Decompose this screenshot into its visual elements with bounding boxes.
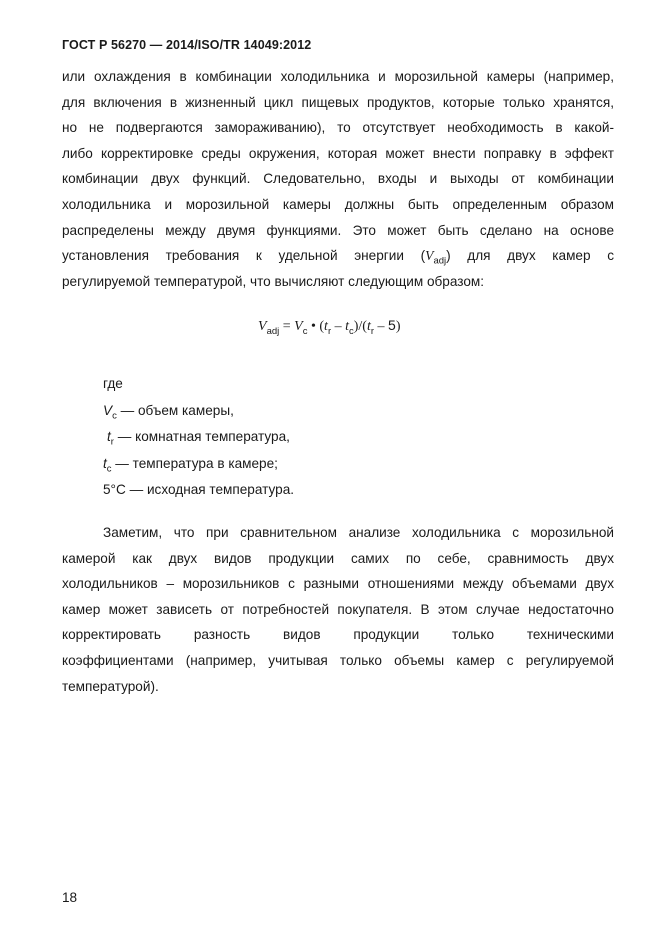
paragraph-1-line-vadj (62, 243, 614, 269)
paragraph-1-line: распределены между двумя функциями. Это может быть сделано на основе (62, 222, 614, 238)
definitions-where: где (103, 376, 123, 391)
paragraph-2-line: температурой). (62, 678, 159, 694)
definition-item: $V_c$ — объем камеры, (103, 402, 234, 422)
paragraph-1-line: регулируемой температурой, что вычисляют следующим образом: (62, 273, 485, 289)
page-number: 18 (62, 890, 78, 905)
paragraph-1-line: но не подвергаются замораживанию), то отсутствует необходимость в какой- (62, 120, 614, 136)
paragraph-1-line: либо корректировке среды окружения, которая может внести поправку в эффект (62, 145, 614, 161)
definitions (103, 371, 294, 504)
paragraph-2-line: камер может зависеть от потребностей покупателя. В этом случае недостаточно (62, 601, 614, 617)
paragraph-2-line: камерой как двух видов продукции самих по себе, сравнимость двух (62, 550, 614, 566)
line-text-before: установления требования к удельной энергии ( (62, 248, 426, 264)
paragraph-2-line: корректировать разность видов продукции только техническими (62, 627, 614, 643)
line-text-after: ) для двух камер с (446, 248, 614, 264)
paragraph-1 (62, 64, 614, 294)
paragraph-2-line: Заметим, что при сравнительном анализе холодильника с морозильной (103, 525, 614, 540)
document-header: ГОСТ Р 56270 — 2014/ISO/TR 14049:2012 (62, 38, 312, 52)
definition-item: $t_r$ — комнатная температура, (107, 429, 290, 448)
paragraph-1-line: холодильника и морозильной камеры должны быть определенным образом (62, 196, 614, 212)
definition-item: 5°С — исходная температура. (103, 482, 295, 498)
definition-item: $t_c$ — температура в камере; (103, 455, 278, 475)
paragraph-2-line: холодильников – морозильников с разными отношениями между объемами двух (62, 576, 614, 592)
paragraph-1-line: или охлаждения в комбинации холодильника и морозильной камеры (например, (62, 69, 614, 84)
paragraph-1-line: комбинации двух функций. Следовательно, входы и выходы от комбинации (62, 171, 614, 187)
paragraph-2 (62, 520, 614, 699)
vadj-symbol: $V_{adj}$ (425, 248, 447, 267)
paragraph-2-line: коэффициентами (например, учитывая только объемы камер с регулируемой (62, 652, 614, 668)
paragraph-1-line: для включения в жизненный цикл пищевых продуктов, которые только хранятся, (62, 94, 614, 110)
formula: $V_{adj} = V_c$ • $(t_r - t_c)/(t_r - 5)$ (258, 317, 401, 337)
